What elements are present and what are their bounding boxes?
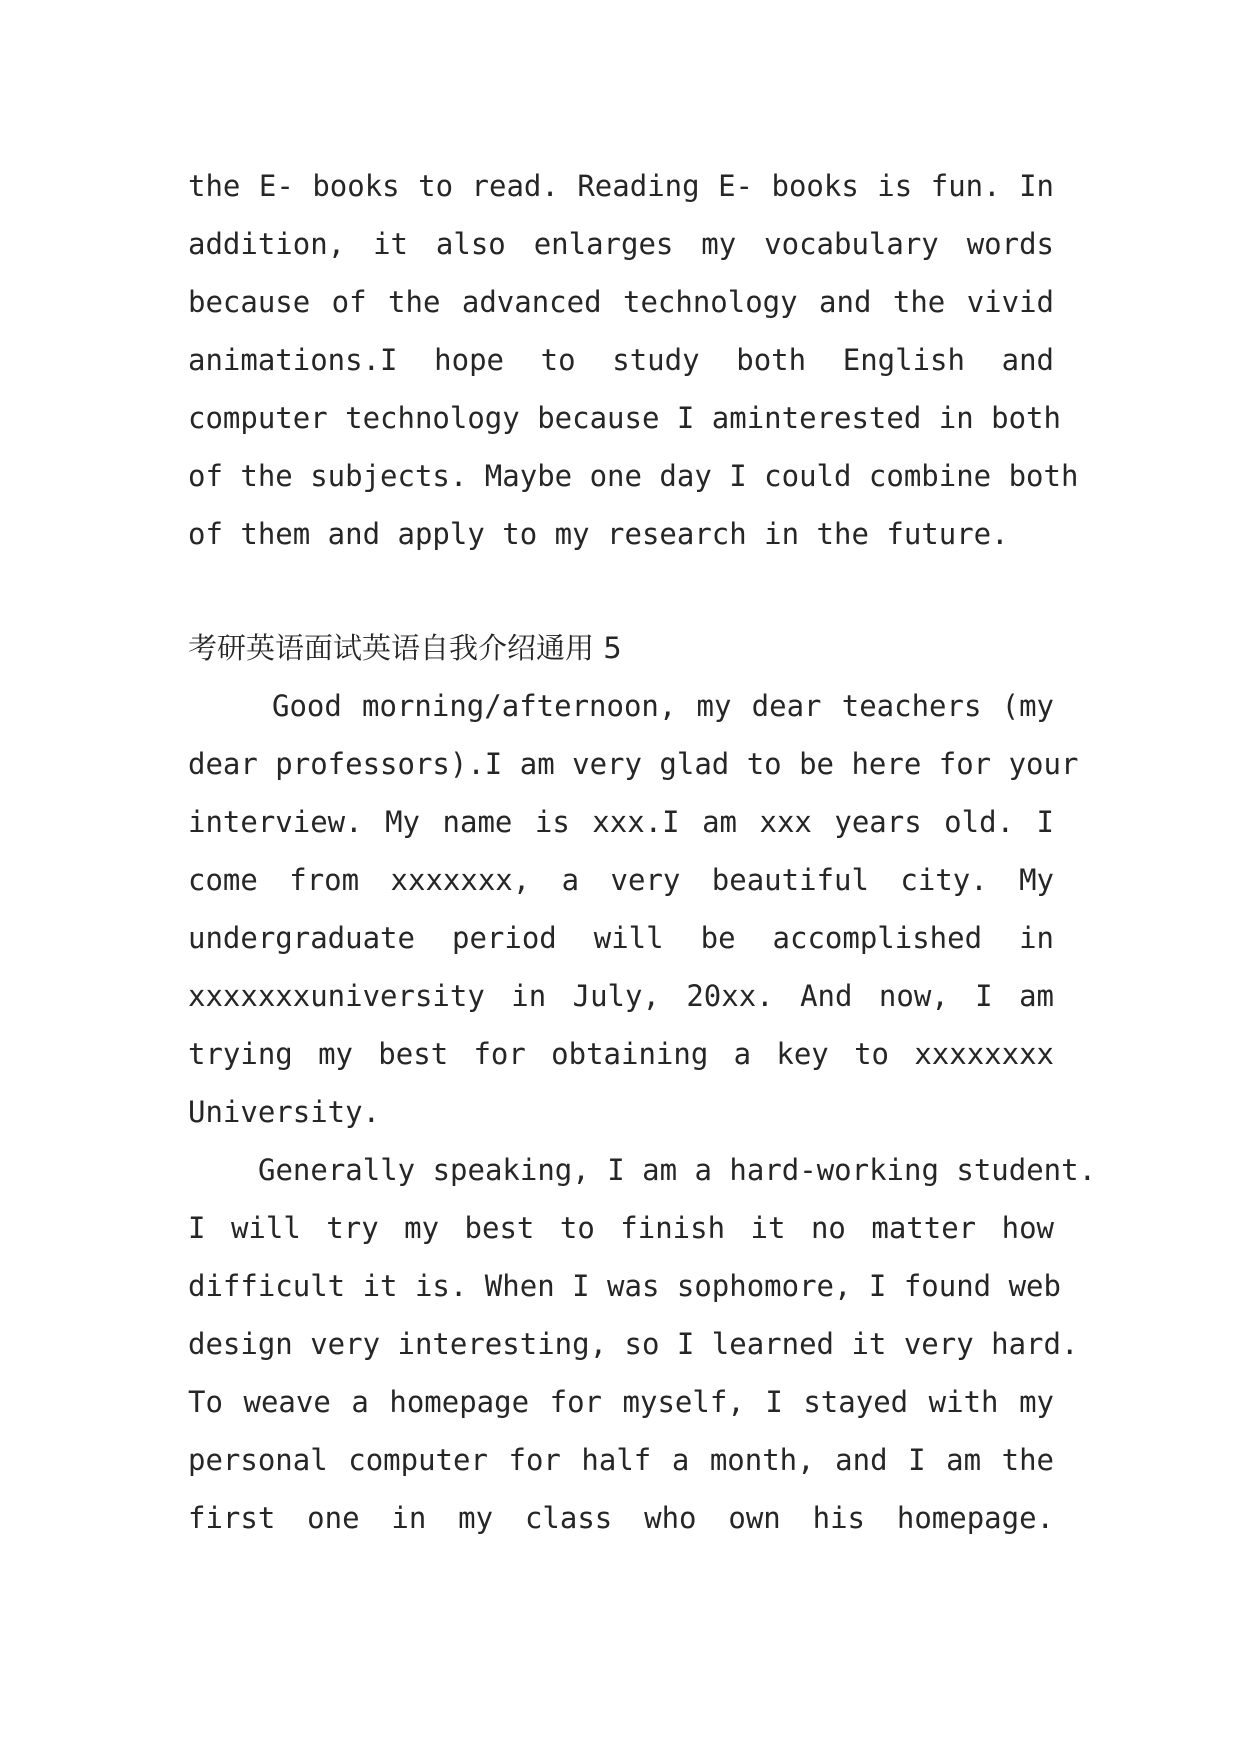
paragraph-3-line-4: design very interesting, so I learned it very hard. [188, 1327, 1079, 1361]
paragraph-2-line-4: come from xxxxxxx, a very beautiful city. My [188, 863, 1054, 897]
paragraph-3-line-3: difficult it is. When I was sophomore, I found web [188, 1269, 1061, 1303]
paragraph-3-line-2: I will try my best to finish it no matter how [188, 1211, 1054, 1245]
section-heading: 考研英语面试英语自我介绍通用 5 [188, 631, 622, 665]
paragraph-2-line-5: undergraduate period will be accomplished in [188, 921, 1054, 955]
paragraph-2-line-7: trying my best for obtaining a key to xxxxxxxx [188, 1037, 1054, 1071]
paragraph-2-line-2: dear professors).I am very glad to be here for your [188, 747, 1079, 781]
paragraph-3-line-6: personal computer for half a month, and I am the [188, 1443, 1054, 1477]
paragraph-1-line-5: computer technology because I aminterested in both [188, 401, 1061, 435]
paragraph-3-line-1: Generally speaking, I am a hard-working student. [258, 1153, 1097, 1187]
paragraph-1-line-1: the E- books to read. Reading E- books is fun. In [188, 169, 1054, 203]
paragraph-3-line-7: first one in my class who own his homepage. [188, 1501, 1054, 1535]
paragraph-1-line-7: of them and apply to my research in the future. [188, 517, 1009, 551]
paragraph-2-line-3: interview. My name is xxx.I am xxx years old. I [188, 805, 1054, 839]
paragraph-1-line-2: addition, it also enlarges my vocabulary words [188, 227, 1054, 261]
paragraph-1-line-3: because of the advanced technology and the vivid [188, 285, 1054, 319]
paragraph-2-line-8: University. [188, 1095, 381, 1129]
paragraph-1-line-4: animations.I hope to study both English and [188, 343, 1054, 377]
paragraph-2-line-6: xxxxxxxuniversity in July, 20xx. And now, I am [188, 979, 1054, 1013]
paragraph-2-line-1: Good morning/afternoon, my dear teachers (my [272, 689, 1054, 723]
paragraph-1-line-6: of the subjects. Maybe one day I could combine both [188, 459, 1079, 493]
paragraph-3-line-5: To weave a homepage for myself, I stayed with my [188, 1385, 1054, 1419]
